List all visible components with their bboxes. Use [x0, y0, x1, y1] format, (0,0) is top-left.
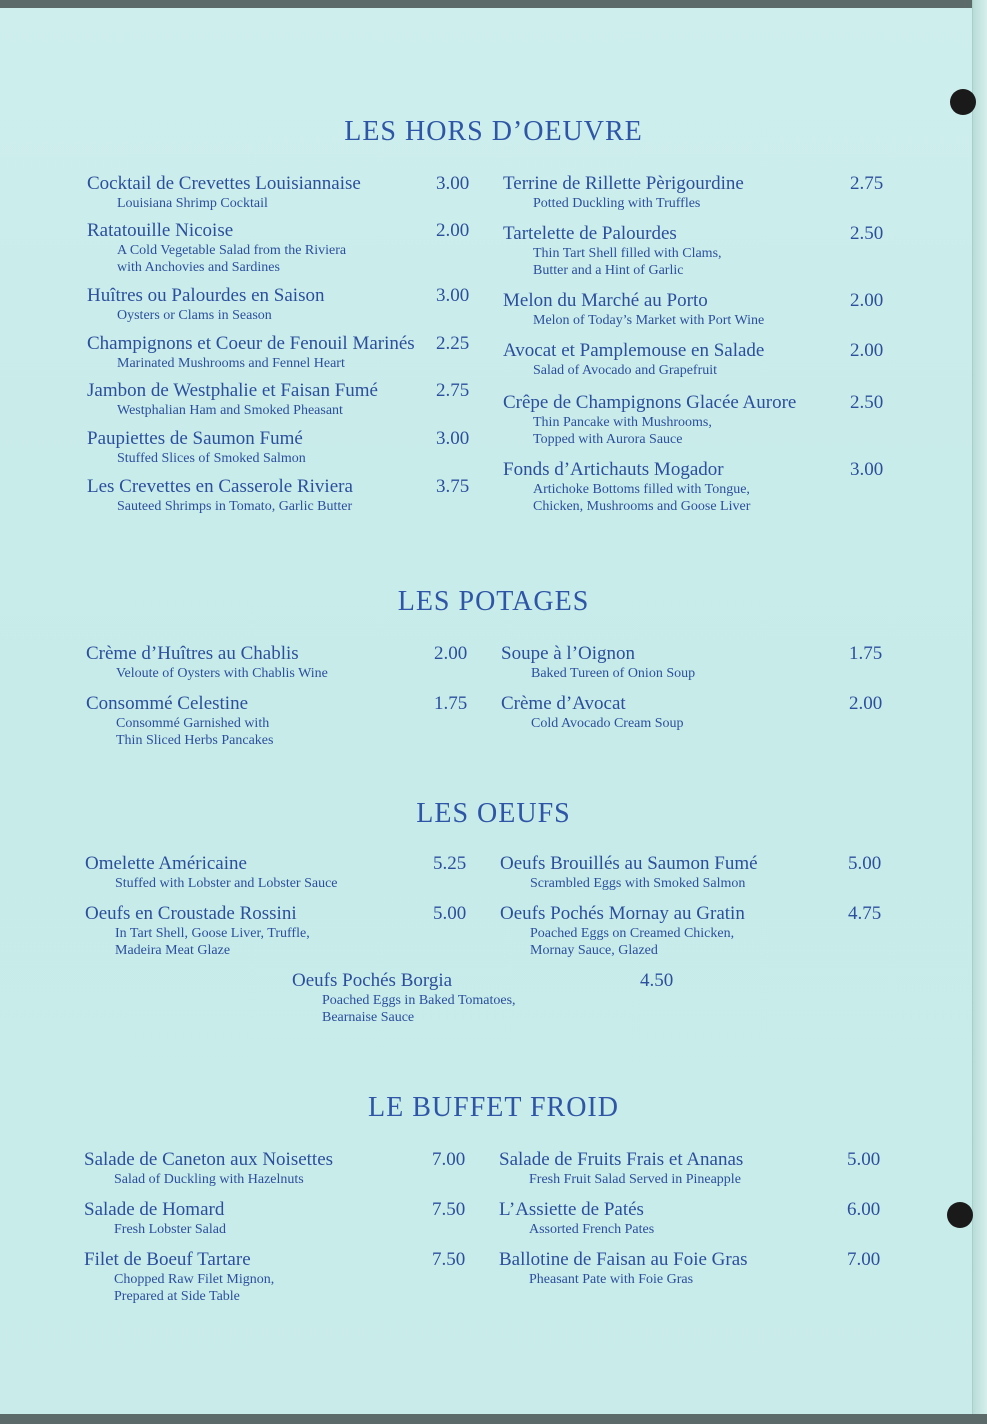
- dish-description: Veloute of Oysters with Chablis Wine: [116, 666, 328, 681]
- menu-item: [85, 853, 338, 892]
- menu-item: [503, 392, 796, 448]
- dish-price: 7.50: [432, 1199, 466, 1220]
- menu-item: [84, 1249, 274, 1305]
- dish-description: Butter and a Hint of Garlic: [533, 263, 684, 278]
- dish-description: Stuffed with Lobster and Lobster Sauce: [115, 876, 338, 891]
- menu-item: [503, 290, 764, 329]
- dish-price: 2.00: [850, 290, 884, 311]
- menu-item: [87, 220, 346, 276]
- dish-description: Chicken, Mushrooms and Goose Liver: [533, 499, 751, 514]
- menu-item: [85, 903, 310, 959]
- dish-price: 2.75: [850, 173, 884, 194]
- dish-name: Omelette Américaine: [85, 853, 247, 874]
- dish-description: A Cold Vegetable Salad from the Riviera: [117, 243, 347, 258]
- dish-name: Crème d’Avocat: [501, 693, 626, 714]
- dish-price: 2.00: [434, 643, 468, 664]
- dish-name: Terrine de Rillette Pèrigourdine: [503, 173, 744, 194]
- dish-name: Crêpe de Champignons Glacée Aurore: [503, 392, 797, 413]
- dish-description: Chopped Raw Filet Mignon,: [114, 1272, 275, 1287]
- dish-price: 3.00: [436, 173, 470, 194]
- menu-item: [503, 223, 722, 279]
- dish-name: Tartelette de Palourdes: [503, 223, 677, 244]
- dish-price: 5.00: [847, 1149, 881, 1170]
- dish-description: Poached Eggs on Creamed Chicken,: [530, 926, 735, 941]
- dish-name: Cocktail de Crevettes Louisiannaise: [87, 173, 361, 194]
- menu-item: [87, 173, 361, 212]
- page-edge-right: [972, 0, 987, 1424]
- dish-name: L’Assiette de Patés: [499, 1199, 644, 1220]
- dish-description: Melon of Today’s Market with Port Wine: [533, 313, 765, 328]
- dish-description: Fresh Lobster Salad: [114, 1222, 226, 1237]
- dish-description: Fresh Fruit Salad Served in Pineapple: [529, 1172, 741, 1187]
- menu-item: [87, 285, 324, 324]
- menu-item: [87, 476, 353, 515]
- dish-price: 3.75: [436, 476, 470, 497]
- scan-edge-bottom: [0, 1414, 987, 1424]
- dish-name: Melon du Marché au Porto: [503, 290, 708, 311]
- dish-description: Cold Avocado Cream Soup: [531, 716, 684, 731]
- dish-price: 1.75: [434, 693, 468, 714]
- dish-name: Salade de Homard: [84, 1199, 225, 1220]
- menu-item: [500, 853, 758, 892]
- dish-price: 3.00: [436, 285, 470, 306]
- dish-description: Thin Sliced Herbs Pancakes: [116, 733, 274, 748]
- dish-description: Potted Duckling with Truffles: [533, 196, 701, 211]
- dish-price: 2.00: [849, 693, 883, 714]
- dish-description: Salad of Avocado and Grapefruit: [533, 363, 718, 378]
- dish-name: Fonds d’Artichauts Mogador: [503, 459, 724, 480]
- dish-description: Pheasant Pate with Foie Gras: [529, 1272, 694, 1287]
- dish-description: Baked Tureen of Onion Soup: [531, 666, 696, 681]
- dish-description: Marinated Mushrooms and Fennel Heart: [117, 356, 345, 371]
- menu-item: [503, 459, 750, 515]
- dish-name: Ratatouille Nicoise: [87, 220, 234, 241]
- dish-price: 6.00: [847, 1199, 881, 1220]
- dish-price: 1.75: [849, 643, 883, 664]
- dish-price: 7.00: [432, 1149, 466, 1170]
- menu-item: [499, 1199, 654, 1238]
- menu-item: [84, 1149, 333, 1188]
- dish-description: Stuffed Slices of Smoked Salmon: [117, 451, 306, 466]
- dish-description: In Tart Shell, Goose Liver, Truffle,: [115, 926, 310, 941]
- menu-item: [86, 693, 273, 749]
- dish-name: Huîtres ou Palourdes en Saison: [87, 285, 325, 306]
- dish-name: Salade de Caneton aux Noisettes: [84, 1149, 334, 1170]
- dish-price: 4.50: [640, 970, 674, 991]
- menu-item: [503, 173, 744, 212]
- menu-item: [499, 1249, 748, 1288]
- dish-description: Sauteed Shrimps in Tomato, Garlic Butter: [117, 499, 353, 514]
- menu-item: [503, 340, 764, 379]
- menu-item: [84, 1199, 226, 1238]
- section-title-hors-doeuvre: LES HORS D’OEUVRE: [344, 116, 643, 147]
- dish-price: 7.50: [432, 1249, 466, 1270]
- menu-item: [501, 643, 695, 682]
- dish-description: Assorted French Pates: [529, 1222, 655, 1237]
- dish-name: Ballotine de Faisan au Foie Gras: [499, 1249, 748, 1270]
- binder-hole-top: [950, 89, 976, 115]
- dish-description: Prepared at Side Table: [114, 1289, 240, 1304]
- dish-name: Paupiettes de Saumon Fumé: [87, 428, 303, 449]
- dish-name: Oeufs Brouillés au Saumon Fumé: [500, 853, 758, 874]
- dish-name: Oeufs en Croustade Rossini: [85, 903, 297, 924]
- dish-description: Poached Eggs in Baked Tomatoes,: [322, 993, 516, 1008]
- dish-price: 2.75: [436, 380, 470, 401]
- dish-name: Crème d’Huîtres au Chablis: [86, 643, 299, 664]
- dish-name: Les Crevettes en Casserole Riviera: [87, 476, 353, 497]
- menu-item: [499, 1149, 743, 1188]
- menu-item: [501, 693, 684, 732]
- binder-hole-bottom: [947, 1202, 973, 1228]
- dish-name: Jambon de Westphalie et Faisan Fumé: [87, 380, 378, 401]
- dish-description: Thin Tart Shell filled with Clams,: [533, 246, 722, 261]
- section-title-buffet-froid: LE BUFFET FROID: [368, 1092, 619, 1123]
- dish-price: 5.00: [848, 853, 882, 874]
- dish-description: Salad of Duckling with Hazelnuts: [114, 1172, 304, 1187]
- dish-price: 3.00: [436, 428, 470, 449]
- dish-price: 5.00: [433, 903, 467, 924]
- dish-description: Thin Pancake with Mushrooms,: [533, 415, 712, 430]
- dish-name: Avocat et Pamplemouse en Salade: [503, 340, 765, 361]
- section-title-oeufs: LES OEUFS: [416, 798, 571, 829]
- dish-price: 7.00: [847, 1249, 881, 1270]
- dish-name: Salade de Fruits Frais et Ananas: [499, 1149, 744, 1170]
- menu-item: [87, 333, 415, 372]
- dish-price: 5.25: [433, 853, 467, 874]
- dish-description: Westphalian Ham and Smoked Pheasant: [117, 403, 343, 418]
- dish-price: 2.00: [436, 220, 470, 241]
- dish-description: Madeira Meat Glaze: [115, 943, 231, 958]
- dish-price: 4.75: [848, 903, 882, 924]
- dish-name: Oeufs Pochés Mornay au Gratin: [500, 903, 745, 924]
- dish-price: 2.50: [850, 392, 884, 413]
- dish-name: Champignons et Coeur de Fenouil Marinés: [87, 333, 415, 354]
- dish-price: 2.50: [850, 223, 884, 244]
- scan-edge-top: [0, 0, 987, 8]
- dish-description: Bearnaise Sauce: [322, 1010, 415, 1025]
- dish-price: 2.25: [436, 333, 470, 354]
- dish-description: Mornay Sauce, Glazed: [530, 943, 658, 958]
- dish-description: Louisiana Shrimp Cocktail: [117, 196, 268, 211]
- dish-price: 2.00: [850, 340, 884, 361]
- dish-description: Oysters or Clams in Season: [117, 308, 272, 323]
- menu-item: [87, 380, 378, 419]
- dish-description: Consommé Garnished with: [116, 716, 270, 731]
- menu-item: [86, 643, 328, 682]
- menu-item: [87, 428, 306, 467]
- dish-name: Filet de Boeuf Tartare: [84, 1249, 251, 1270]
- dish-name: Consommé Celestine: [86, 693, 249, 714]
- dish-description: with Anchovies and Sardines: [117, 260, 280, 275]
- dish-name: Oeufs Pochés Borgia: [292, 970, 453, 991]
- menu-item: [292, 970, 516, 1026]
- menu-item: [500, 903, 745, 959]
- dish-description: Scrambled Eggs with Smoked Salmon: [530, 876, 746, 891]
- section-title-potages: LES POTAGES: [397, 586, 590, 617]
- dish-description: Topped with Aurora Sauce: [533, 432, 683, 447]
- dish-description: Artichoke Bottoms filled with Tongue,: [533, 482, 750, 497]
- dish-price: 3.00: [850, 459, 884, 480]
- dish-name: Soupe à l’Oignon: [501, 643, 636, 664]
